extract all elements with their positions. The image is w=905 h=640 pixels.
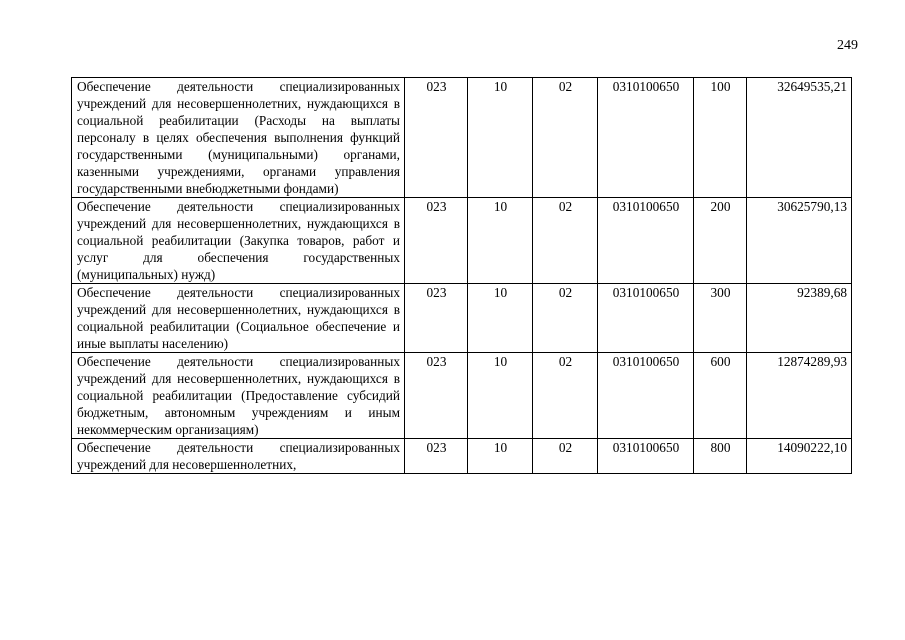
row-description: Обеспечение деятельности специализированных учреждений для несовершеннолетних, нуждающихся в социальной реабилитации (Предоставление субсидий бюджетным, автономным учреждениям и иным некоммерческим организациям) — [72, 353, 405, 439]
target-article-cell: 0310100650 — [598, 198, 694, 284]
amount-cell: 30625790,13 — [747, 198, 852, 284]
row-description: Обеспечение деятельности специализированных учреждений для несовершеннолетних, — [72, 439, 405, 474]
expense-type-cell: 100 — [694, 78, 747, 198]
expense-type-cell: 800 — [694, 439, 747, 474]
ministry-code-cell: 023 — [405, 284, 468, 353]
table-row — [72, 78, 852, 198]
section-cell: 10 — [468, 439, 533, 474]
expense-type-cell: 300 — [694, 284, 747, 353]
ministry-code-cell: 023 — [405, 439, 468, 474]
subsection-cell: 02 — [533, 284, 598, 353]
amount-cell: 92389,68 — [747, 284, 852, 353]
amount-cell: 32649535,21 — [747, 78, 852, 198]
row-description: Обеспечение деятельности специализированных учреждений для несовершеннолетних, нуждающихся в социальной реабилитации (Расходы на выплаты персоналу в целях обеспечения выполнения функций государственными (муниципальными) органами, казенными учреждениями, органами управления государственными внебюджетными фондами) — [72, 78, 405, 198]
subsection-cell: 02 — [533, 198, 598, 284]
expense-type-cell: 200 — [694, 198, 747, 284]
target-article-cell: 0310100650 — [598, 439, 694, 474]
row-description: Обеспечение деятельности специализированных учреждений для несовершеннолетних, нуждающихся в социальной реабилитации (Закупка товаров, работ и услуг для обеспечения государственных (муниципальных) нужд) — [72, 198, 405, 284]
expense-type-cell: 600 — [694, 353, 747, 439]
page-number: 249 — [837, 38, 858, 53]
ministry-code-cell: 023 — [405, 353, 468, 439]
section-cell: 10 — [468, 284, 533, 353]
section-cell: 10 — [468, 198, 533, 284]
target-article-cell: 0310100650 — [598, 284, 694, 353]
table-row — [72, 198, 852, 284]
table-row — [72, 284, 852, 353]
amount-cell: 12874289,93 — [747, 353, 852, 439]
amount-cell: 14090222,10 — [747, 439, 852, 474]
subsection-cell: 02 — [533, 439, 598, 474]
budget-table — [71, 77, 852, 474]
table-row — [72, 353, 852, 439]
section-cell: 10 — [468, 78, 533, 198]
section-cell: 10 — [468, 353, 533, 439]
ministry-code-cell: 023 — [405, 78, 468, 198]
target-article-cell: 0310100650 — [598, 78, 694, 198]
row-description: Обеспечение деятельности специализированных учреждений для несовершеннолетних, нуждающихся в социальной реабилитации (Социальное обеспечение и иные выплаты населению) — [72, 284, 405, 353]
target-article-cell: 0310100650 — [598, 353, 694, 439]
subsection-cell: 02 — [533, 353, 598, 439]
table-row — [72, 439, 852, 474]
ministry-code-cell: 023 — [405, 198, 468, 284]
subsection-cell: 02 — [533, 78, 598, 198]
